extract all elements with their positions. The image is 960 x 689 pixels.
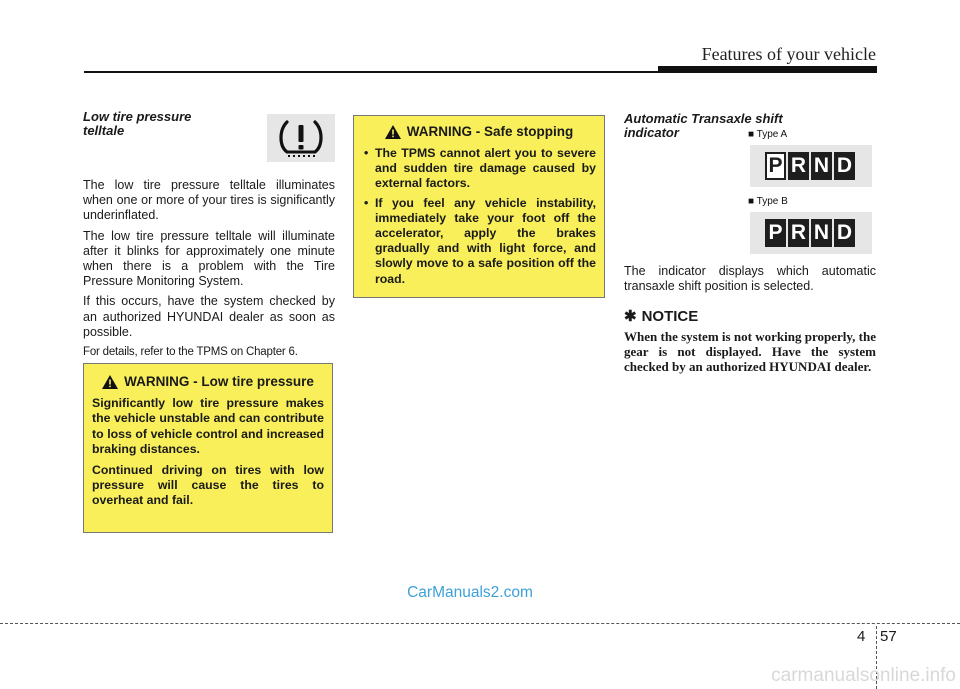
warning-safe-stopping-box — [353, 115, 605, 298]
low-tire-paragraph: The low tire pressure telltale will illuminate after it blinks for approximately one minute when there is a problem with the Tire Pressure Monitoring System. — [83, 228, 335, 289]
gear-letter: N — [811, 152, 832, 180]
gear-letter: N — [811, 219, 832, 247]
low-tire-title: Low tire pressure telltale — [83, 109, 192, 138]
warning-low-tire-box — [83, 363, 333, 533]
gear-letter: P — [765, 219, 786, 247]
shift-description: The indicator displays which automatic transaxle shift position is selected. — [624, 264, 876, 294]
page-number: 57 — [880, 628, 897, 645]
warning-text: Continued driving on tires with low pressure will cause the tires to overheat and fail. — [92, 462, 324, 508]
section-number: 4 — [857, 628, 866, 645]
warning-heading: WARNING - Safe stopping — [406, 124, 574, 139]
bottom-watermark: carmanualsonline.info — [771, 665, 956, 686]
warning-bullet: • The TPMS cannot alert you to severe and sudden tire damage caused by external factors. — [362, 146, 596, 192]
gear-letter: D — [834, 219, 855, 247]
low-tire-section — [83, 110, 335, 365]
header-title: Features of your vehicle — [701, 44, 876, 64]
warning-text: Significantly low tire pressure makes the vehicle unstable and can contribute to loss of vehicle control and increased braking distances. — [92, 396, 324, 457]
prnd-indicator-type-a — [750, 145, 872, 187]
notice-title: ✱ NOTICE — [624, 307, 699, 326]
warning-icon — [385, 125, 401, 139]
gear-letter: R — [788, 152, 809, 180]
shift-description-block — [624, 264, 876, 374]
warning-bullet: • If you feel any vehicle instability, immediately take your foot off the accelerator, apply the brakes gradually and with light force, and slowly move to a safe position off the road. — [362, 196, 596, 287]
low-tire-paragraph: If this occurs, have the system checked by an authorized HYUNDAI dealer as soon as possible. — [83, 294, 335, 339]
shift-title: Automatic Transaxle shift indicator — [624, 111, 783, 140]
prnd-indicator-type-b — [750, 212, 872, 254]
gear-letter: P — [765, 152, 786, 180]
notice-text: When the system is not working properly, the gear is not displayed. Have the system checked by an authorized HYUNDAI dealer. — [624, 329, 876, 374]
low-tire-paragraph: The low tire pressure telltale illuminates when one or more of your tires is significantly underinflated. — [83, 178, 335, 223]
tpms-warning-icon — [267, 114, 335, 162]
footer-rule — [0, 623, 960, 624]
gear-letter: D — [834, 152, 855, 180]
watermark-link[interactable]: CarManuals2.com — [407, 584, 533, 601]
gear-letter: R — [788, 219, 809, 247]
low-tire-paragraph: For details, refer to the TPMS on Chapter 6. — [83, 346, 298, 359]
type-a-label: ■ Type A — [748, 129, 788, 140]
notice-star-icon: ✱ — [624, 308, 637, 326]
header-rule-accent — [658, 66, 877, 73]
type-b-label: ■ Type B — [748, 196, 788, 207]
warning-icon — [102, 375, 118, 389]
warning-heading: WARNING - Low tire pressure — [124, 374, 314, 389]
